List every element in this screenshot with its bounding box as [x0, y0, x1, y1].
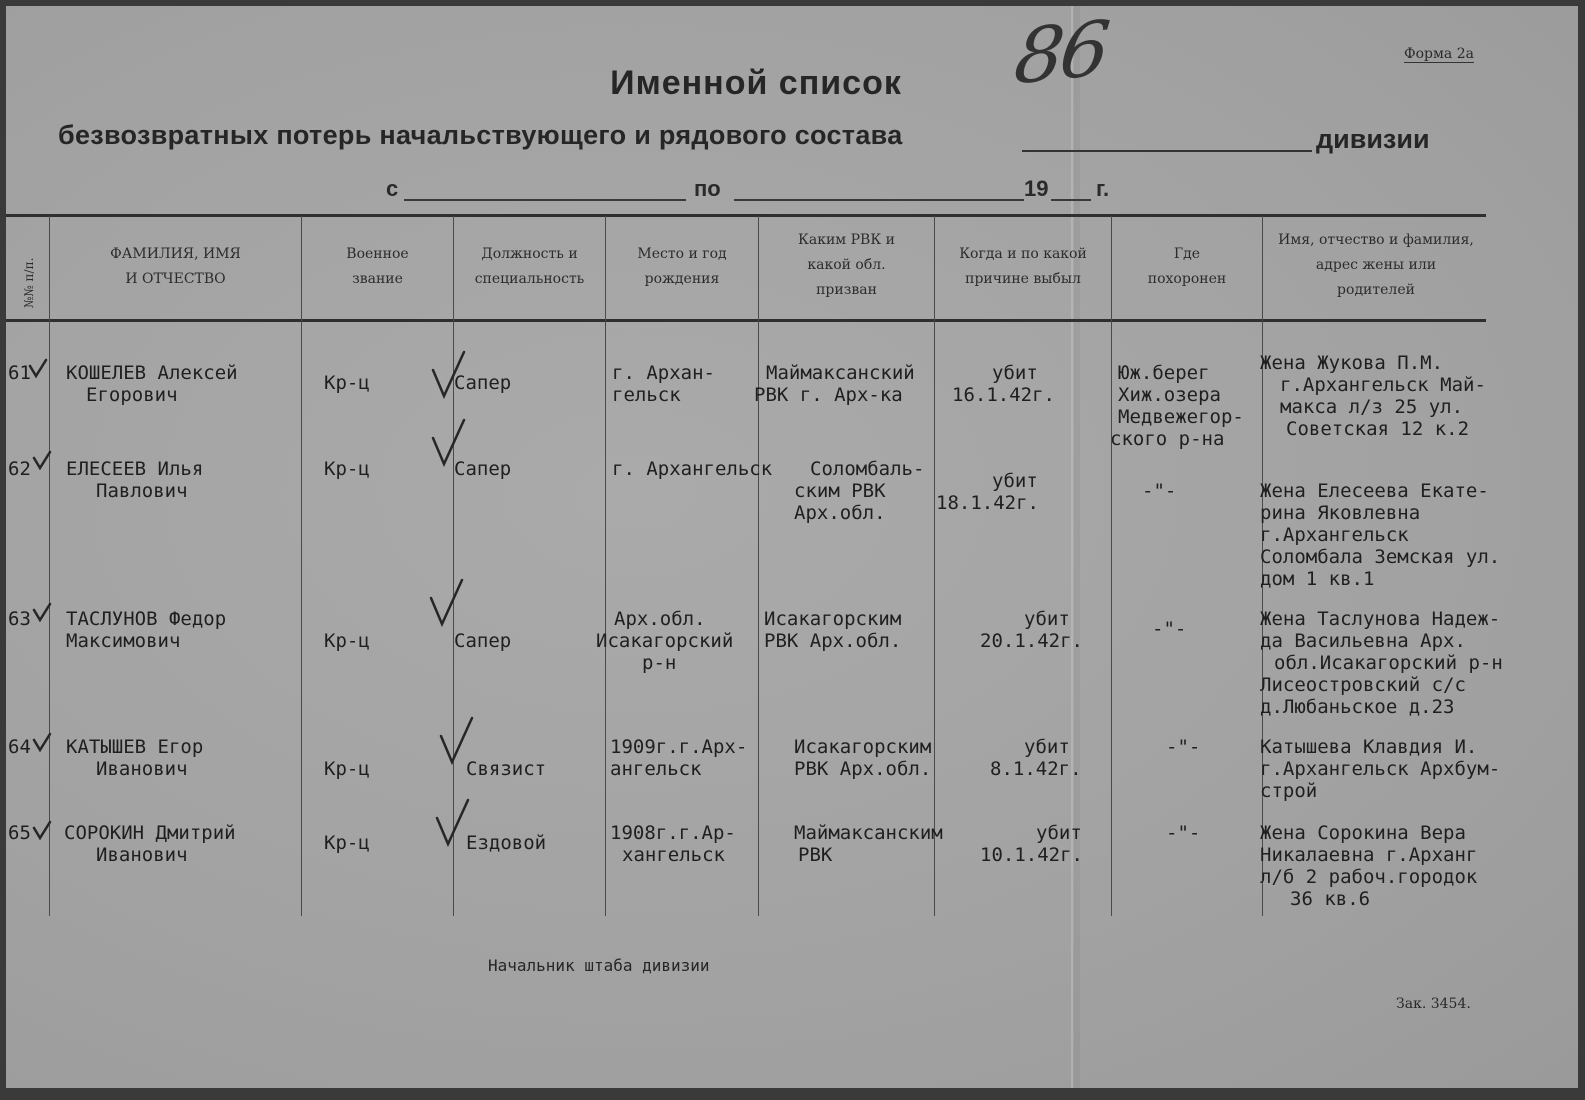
- header-position-line: специальность: [474, 271, 585, 287]
- date-from-blank: [404, 199, 686, 201]
- header-rvk-line: призван: [816, 282, 877, 298]
- table-top-rule: [6, 214, 1486, 217]
- rvk-line: Исакагорским: [794, 736, 932, 758]
- relatives-cell: [1260, 822, 1477, 910]
- relatives-line: обл.Исакагорский р-н: [1274, 652, 1503, 674]
- rvk-line: РВК г. Арх-ка: [754, 384, 903, 406]
- checkmark-icon: [428, 576, 464, 630]
- header-when-line: причине выбыл: [965, 271, 1081, 287]
- column-divider: [605, 216, 606, 916]
- birth-cell: [612, 362, 715, 406]
- relatives-line: да Васильевна Арх.: [1260, 630, 1466, 652]
- header-birth-line: рождения: [644, 271, 720, 287]
- birth-line: Исакагорский: [596, 630, 734, 652]
- name-line: Иванович: [96, 758, 188, 780]
- relatives-line: макса л/з 25 ул.: [1280, 396, 1464, 418]
- row-number: 63: [8, 608, 31, 630]
- header-birth-line: Место и год: [637, 246, 727, 262]
- when-cell: [936, 470, 1039, 514]
- rvk-line: РВК Арх.обл.: [794, 758, 932, 780]
- name-cell: [66, 608, 226, 652]
- relatives-line: Никалаевна г.Арханг: [1260, 844, 1478, 866]
- name-line: СОРОКИН Дмитрий: [64, 822, 236, 844]
- rvk-line: ским РВК: [794, 480, 886, 502]
- buried-cell: -"-: [1142, 480, 1177, 502]
- name-line: Иванович: [96, 844, 188, 866]
- name-line: ЕЛЕСЕЕВ Илья: [66, 458, 204, 480]
- rvk-line: РВК Арх.обл.: [764, 630, 902, 652]
- position-cell: Сапер: [454, 630, 512, 652]
- division-blank-line: [1022, 150, 1312, 152]
- paper-fold-shadow: [1074, 6, 1080, 1088]
- rvk-cell: [794, 736, 931, 780]
- buried-cell: -"-: [1166, 736, 1201, 758]
- relatives-line: Катышева Клавдия И.: [1260, 736, 1478, 758]
- header-buried-line: похоронен: [1147, 271, 1227, 287]
- buried-line: Юж.берег: [1118, 362, 1210, 384]
- header-relatives: [1263, 228, 1489, 303]
- relatives-line: дом 1 кв.1: [1260, 568, 1375, 590]
- date-year-blank: [1051, 199, 1091, 201]
- name-line: ТАСЛУНОВ Федор: [66, 608, 227, 630]
- position-cell: Ездовой: [466, 832, 547, 854]
- row-number: 65: [8, 822, 31, 844]
- header-position: [454, 242, 605, 292]
- column-divider: [1111, 216, 1112, 916]
- rank-cell: Кр-ц: [324, 458, 370, 480]
- relatives-cell: [1260, 352, 1486, 440]
- relatives-line: Советская 12 к.2: [1286, 418, 1470, 440]
- birth-line: гельск: [612, 384, 681, 406]
- when-line: убит: [1024, 736, 1070, 758]
- relatives-line: рина Яковлевна: [1260, 502, 1421, 524]
- position-cell: Сапер: [454, 458, 512, 480]
- relatives-line: 36 кв.6: [1290, 888, 1371, 910]
- birth-line: 1908г.г.Ар-: [610, 822, 736, 844]
- form-label: Форма 2а: [1404, 46, 1474, 62]
- row-number: 64: [8, 736, 31, 758]
- name-line: Павлович: [96, 480, 188, 502]
- relatives-line: Жена Жукова П.М.: [1260, 352, 1444, 374]
- header-name: [50, 242, 301, 292]
- column-divider: [934, 216, 935, 916]
- relatives-line: Соломбала Земская ул.: [1260, 546, 1501, 568]
- when-cell: [990, 736, 1082, 780]
- when-cell: [952, 362, 1055, 406]
- relatives-line: Жена Сорокина Вера: [1260, 822, 1466, 844]
- rank-cell: Кр-ц: [324, 832, 370, 854]
- relatives-cell: [1260, 736, 1500, 802]
- position-cell: Сапер: [454, 372, 512, 394]
- header-relatives-line: Имя, отчество и фамилия,: [1278, 232, 1474, 248]
- checkmark-icon: [32, 732, 52, 754]
- rank-cell: Кр-ц: [324, 758, 370, 780]
- relatives-line: Лисеостровский с/с: [1260, 674, 1466, 696]
- when-line: убит: [992, 362, 1038, 384]
- birth-line: р-н: [642, 652, 677, 674]
- header-relatives-line: родителей: [1337, 282, 1415, 298]
- when-cell: [980, 608, 1083, 652]
- when-line: 16.1.42г.: [952, 384, 1055, 406]
- date-year-label: 19: [1024, 176, 1049, 201]
- checkmark-icon: [28, 358, 48, 380]
- birth-cell: [596, 608, 733, 674]
- when-line: 20.1.42г.: [980, 630, 1083, 652]
- relatives-line: г.Архангельск: [1260, 524, 1409, 546]
- document-subtitle: безвозвратных потерь начальствующего и рядового состава: [58, 120, 903, 150]
- header-rank-line: Военное: [346, 246, 409, 262]
- order-number: Зак. 3454.: [1396, 996, 1471, 1012]
- birth-cell: [610, 822, 736, 866]
- when-line: 10.1.42г.: [980, 844, 1083, 866]
- name-cell: [66, 362, 238, 406]
- document-sheet: [6, 3, 1578, 1088]
- relatives-cell: [1260, 608, 1503, 718]
- rvk-cell: [764, 608, 901, 652]
- rvk-cell: [794, 458, 924, 524]
- name-cell: [66, 736, 203, 780]
- rvk-line: Соломбаль-: [810, 458, 925, 480]
- buried-line: Хиж.озера: [1118, 384, 1221, 406]
- buried-line: ского р-на: [1110, 428, 1225, 450]
- header-birth: [606, 242, 758, 292]
- header-rank-line: звание: [352, 271, 403, 287]
- when-line: убит: [1036, 822, 1082, 844]
- header-rank: [302, 242, 453, 292]
- relatives-line: г.Архангельск Архбум-: [1260, 758, 1501, 780]
- relatives-line: г.Архангельск Май-: [1280, 374, 1486, 396]
- birth-line: г. Архан-: [612, 362, 715, 384]
- date-from-label: с: [386, 176, 399, 201]
- date-to-label: по: [694, 176, 721, 201]
- relatives-line: л/б 2 рабоч.городок: [1260, 866, 1478, 888]
- header-relatives-line: адрес жены или: [1315, 257, 1437, 273]
- rank-cell: Кр-ц: [324, 372, 370, 394]
- date-to-blank: [734, 199, 1024, 201]
- relatives-line: Жена Таслунова Надеж-: [1260, 608, 1501, 630]
- rvk-line: Исакагорским: [764, 608, 902, 630]
- buried-cell: [1110, 362, 1244, 450]
- name-line: Максимович: [66, 630, 181, 652]
- relatives-cell: [1260, 480, 1500, 590]
- date-year-suffix: г.: [1096, 176, 1110, 201]
- when-line: 18.1.42г.: [936, 492, 1039, 514]
- birth-line: ангельск: [610, 758, 702, 780]
- header-buried: [1112, 242, 1262, 292]
- when-line: убит: [1024, 608, 1070, 630]
- row-number: 62: [8, 458, 31, 480]
- paper-fold-crease: [1071, 6, 1073, 1088]
- rvk-line: Маймаксанским: [794, 822, 943, 844]
- header-buried-line: Где: [1173, 246, 1201, 262]
- when-cell: [980, 822, 1083, 866]
- header-name-line: И ОТЧЕСТВО: [125, 271, 226, 287]
- header-when-line: Когда и по какой: [959, 246, 1087, 262]
- row-number: 61: [8, 362, 31, 384]
- birth-line: 1909г.г.Арх-: [610, 736, 748, 758]
- name-line: КОШЕЛЕВ Алексей: [66, 362, 238, 384]
- position-cell: Связист: [466, 758, 547, 780]
- rvk-line: Маймаксанский: [766, 362, 915, 384]
- header-name-line: ФАМИЛИЯ, ИМЯ: [110, 246, 241, 262]
- document-title: Именной список: [610, 64, 902, 102]
- when-line: 8.1.42г.: [990, 758, 1082, 780]
- table-header-rule: [6, 319, 1486, 322]
- when-line: убит: [992, 470, 1038, 492]
- header-num: №№ п/п.: [22, 257, 36, 308]
- column-divider: [758, 216, 759, 916]
- header-rvk: [759, 228, 934, 303]
- name-line: КАТЫШЕВ Егор: [66, 736, 204, 758]
- column-divider: [301, 216, 302, 916]
- header-position-line: Должность и: [481, 246, 578, 262]
- rank-cell: Кр-ц: [324, 630, 370, 652]
- column-divider: [49, 216, 50, 916]
- birth-cell: [610, 736, 747, 780]
- name-line: Егорович: [86, 384, 178, 406]
- checkmark-icon: [434, 796, 470, 850]
- header-when: [935, 242, 1111, 292]
- division-label: дивизии: [1316, 124, 1430, 154]
- rvk-line: Арх.обл.: [794, 502, 886, 524]
- buried-line: Медвежегор-: [1118, 406, 1244, 428]
- header-rvk-line: какой обл.: [807, 257, 886, 273]
- rvk-cell: [754, 362, 915, 406]
- birth-line: Арх.обл.: [614, 608, 706, 630]
- chief-of-staff-signature-label: Начальник штаба дивизии: [488, 956, 710, 975]
- buried-cell: -"-: [1152, 618, 1187, 640]
- checkmark-icon: [32, 450, 52, 472]
- birth-line: хангельск: [622, 844, 725, 866]
- relatives-line: Жена Елесеева Екате-: [1260, 480, 1489, 502]
- relatives-line: строй: [1260, 780, 1318, 802]
- rvk-line: РВК: [798, 844, 833, 866]
- buried-cell: -"-: [1166, 822, 1201, 844]
- handwritten-sheet-number: 86: [1010, 3, 1111, 102]
- checkmark-icon: [32, 820, 52, 842]
- name-cell: [66, 458, 203, 502]
- name-cell: [64, 822, 236, 866]
- header-rvk-line: Каким РВК и: [798, 232, 895, 248]
- birth-cell: г. Архангельск: [612, 458, 773, 480]
- relatives-line: д.Любаньское д.23: [1260, 696, 1455, 718]
- rvk-cell: [794, 822, 943, 866]
- checkmark-icon: [32, 602, 52, 624]
